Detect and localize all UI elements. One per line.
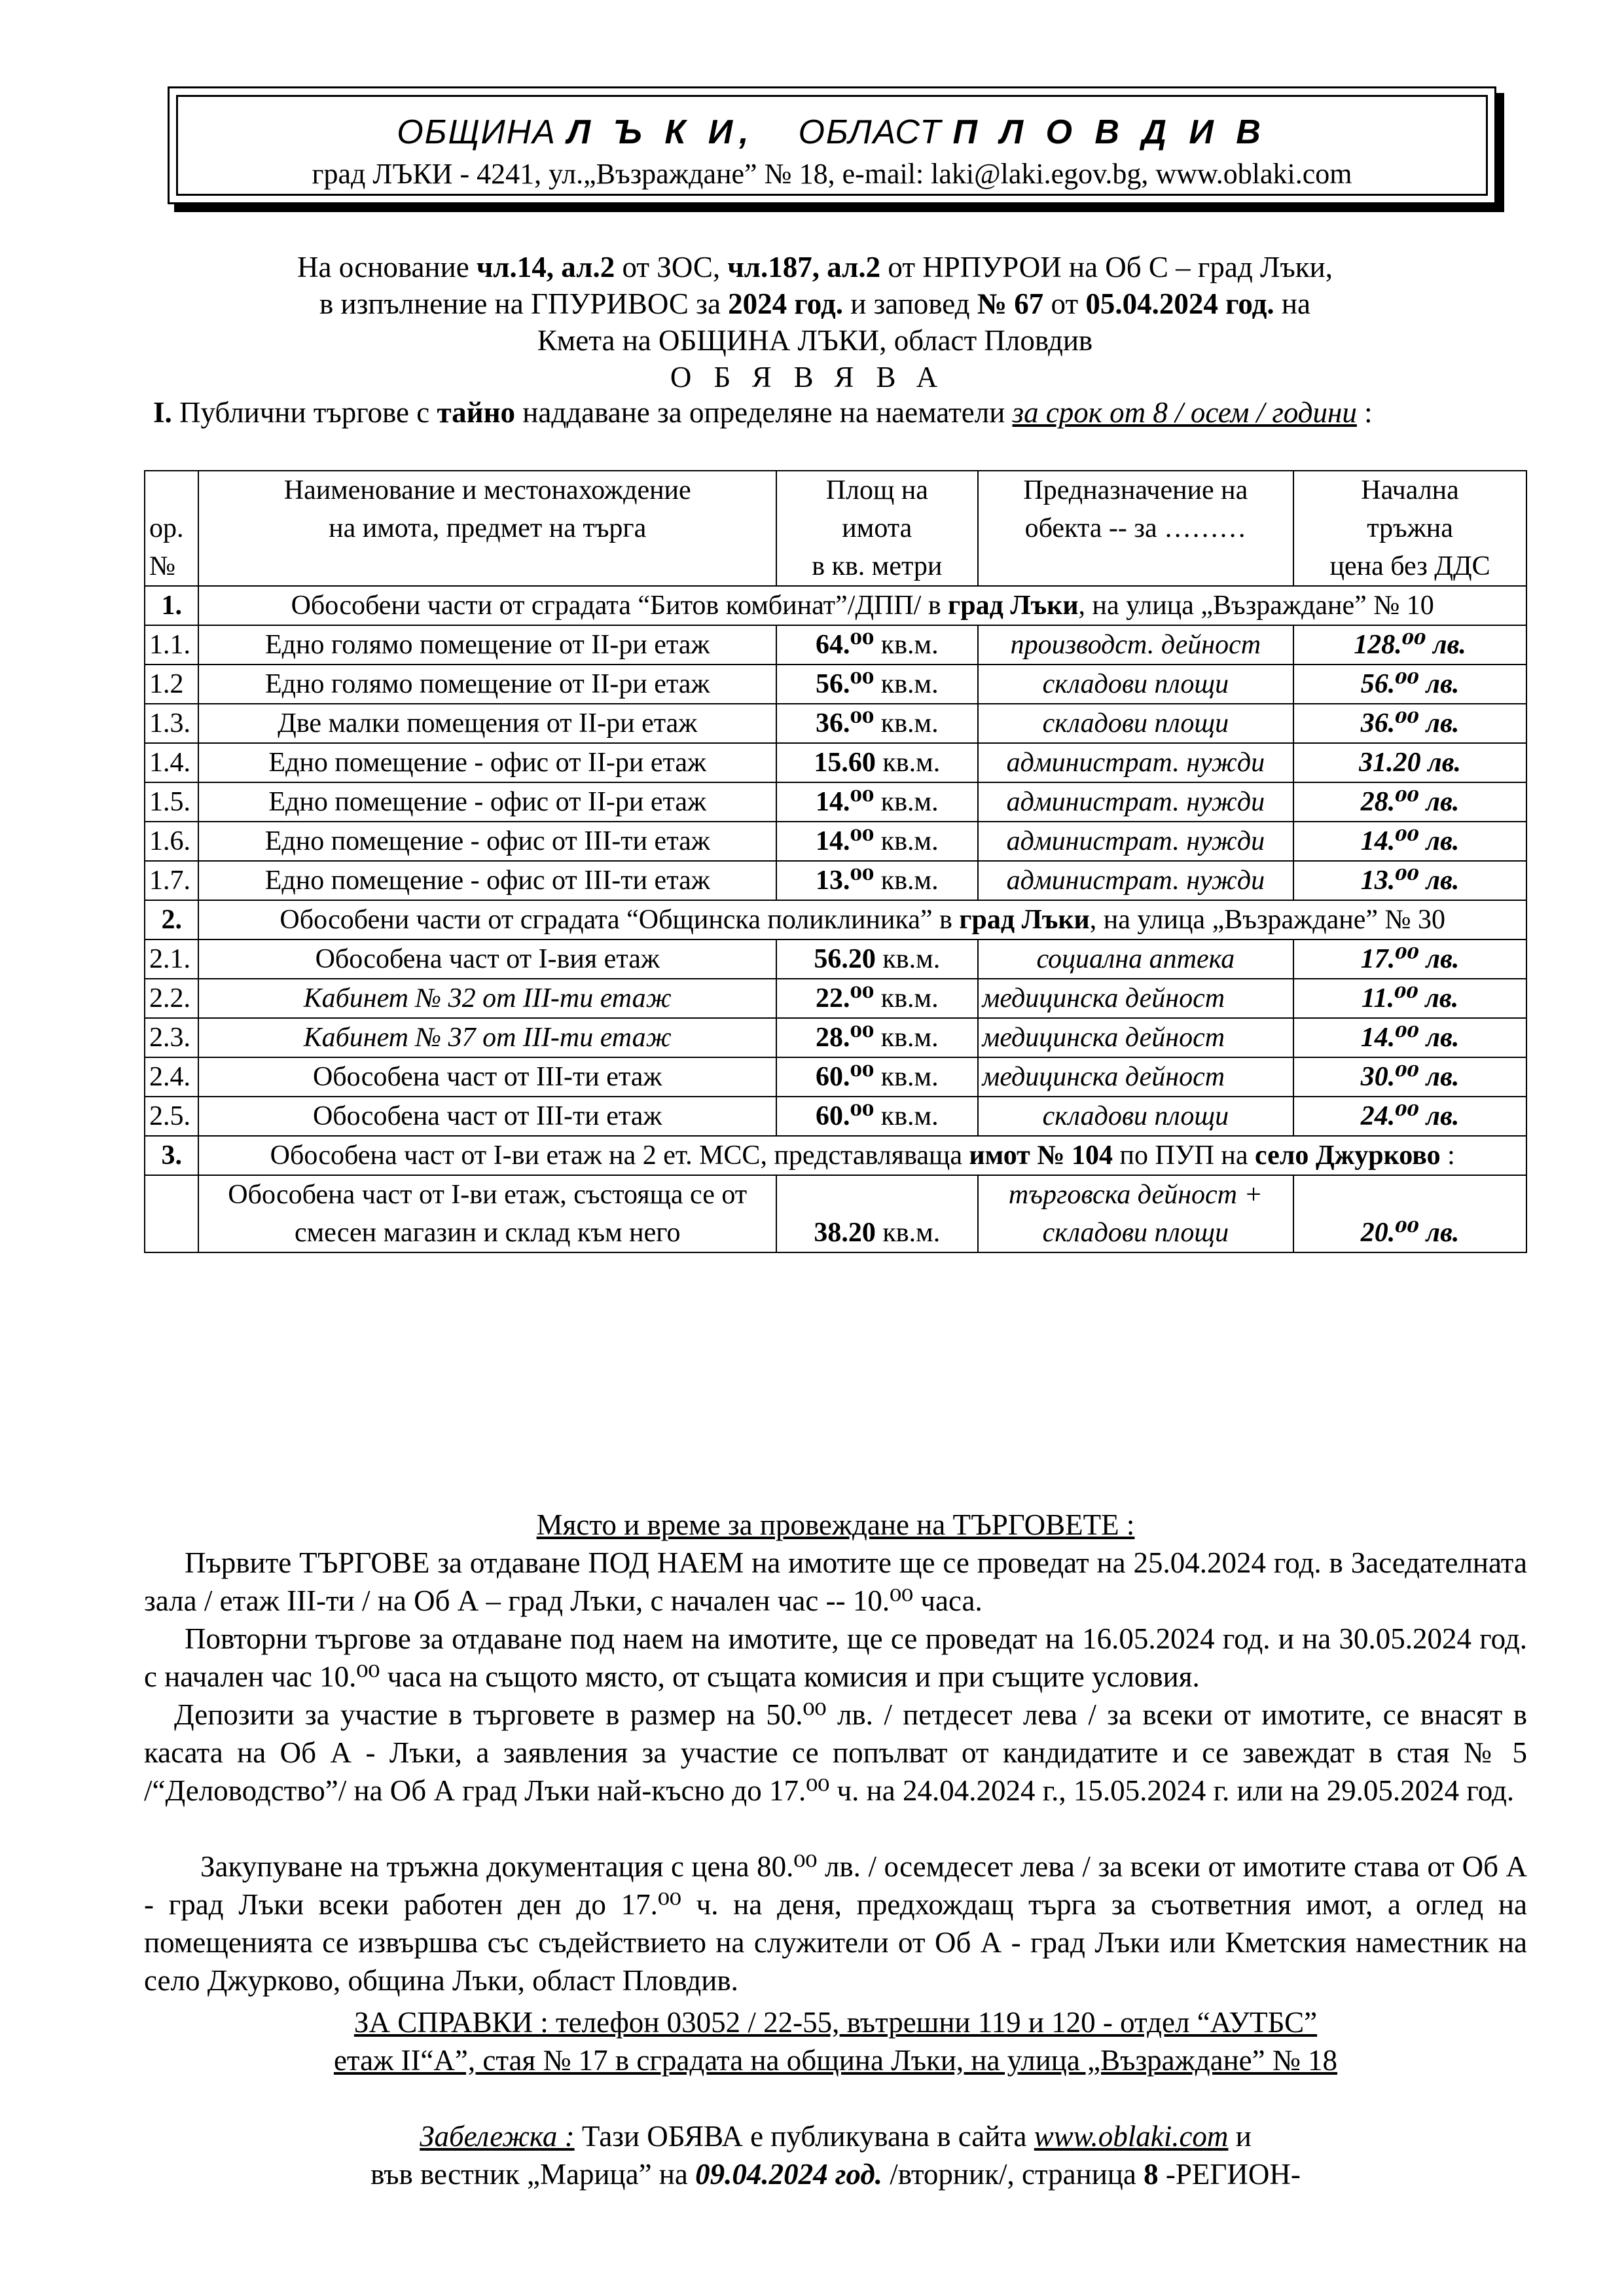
row-number: 2.5. (145, 1097, 198, 1136)
row-number: 1.7. (145, 861, 198, 900)
intro-fragment: от ЗОС, (615, 251, 728, 283)
row-name: Обособена част от III-ти етаж (198, 1057, 776, 1097)
row-number (145, 1175, 198, 1252)
header-box (168, 86, 1496, 204)
group-desc-bold: имот № 104 (969, 1140, 1113, 1171)
row-area-unit: кв.м. (880, 630, 939, 660)
header-shadow (1496, 93, 1504, 211)
row-area-value: 64.⁰⁰ (816, 630, 875, 660)
row-area-value: 28.⁰⁰ (816, 1023, 875, 1053)
group-number: 3. (145, 1136, 198, 1175)
table-row (145, 782, 1526, 822)
row-area-value: 60.⁰⁰ (816, 1101, 875, 1131)
intro-fragment: На основание (297, 251, 477, 283)
row-price: 28.⁰⁰ лв. (1293, 782, 1526, 822)
section-term: за срок от 8 / осем / години (1012, 396, 1357, 429)
row-area-value: 13.⁰⁰ (816, 866, 875, 896)
properties-table (144, 470, 1527, 1253)
row-use: медицинска дейност (978, 1018, 1294, 1057)
row-area (776, 1057, 978, 1097)
table-header-row (145, 471, 1526, 586)
row-use: производст. дейност (978, 625, 1294, 665)
row-area (776, 979, 978, 1018)
row-area-unit: кв.м. (880, 1023, 939, 1053)
row-area-unit: кв.м. (882, 1218, 941, 1248)
note-text-3: /вторник/, страница (890, 2158, 1136, 2191)
intro-fragment: 05.04.2024 год. (1085, 287, 1274, 320)
row-area-unit: кв.м. (880, 1062, 939, 1092)
row-area (776, 939, 978, 979)
group-desc-mid: по ПУП на (1113, 1140, 1255, 1171)
note-line-1 (144, 2117, 1527, 2155)
row-area (776, 782, 978, 822)
table-row (145, 625, 1526, 665)
town-name: Л Ъ К И, (567, 113, 755, 151)
row-use: складови площи (978, 665, 1294, 704)
row-price: 20.⁰⁰ лв. (1293, 1175, 1526, 1252)
website-link[interactable]: www.oblaki.com (1034, 2120, 1229, 2153)
row-number: 2.2. (145, 979, 198, 1018)
documentation-paragraph: Закупуване на тръжна документация с цена 80.⁰⁰ лв. / осемдесет лева / за всеки от имотите става от Об А - град Лъки всеки работен ден до 17.⁰⁰ ч. на деня, предхождащ търга за съответния имот, а оглед на помещенията се извършва със съдействието на служители от Об А - град Лъки или Кметския наместник на село Джурково, община Лъки, област Пловдив. (144, 1850, 1527, 1997)
note-and: и (1235, 2120, 1252, 2153)
row-area-unit: кв.м. (880, 866, 939, 896)
row-name: Обособена част от I-вия етаж (198, 939, 776, 979)
row-price: 13.⁰⁰ лв. (1293, 861, 1526, 900)
row-use: медицинска дейност (978, 979, 1294, 1018)
group-desc-post: , на улица „Възраждане” № 10 (1078, 591, 1434, 621)
row-price: 31.20 лв. (1293, 743, 1526, 782)
table-group-row (145, 586, 1526, 625)
row-price: 11.⁰⁰ лв. (1293, 979, 1526, 1018)
region-label: ОБЛАСТ (798, 113, 943, 151)
row-price: 128.⁰⁰ лв. (1293, 625, 1526, 665)
announce-heading: ОБЯВЯВА (670, 361, 960, 393)
group-desc-pre: Обособена част от I-ви етаж на 2 ет. МСС, представляваща (270, 1140, 969, 1171)
intro-fragment: на (1274, 287, 1310, 320)
row-area-unit: кв.м. (880, 826, 939, 856)
note-text-2: във вестник „Марица” на (370, 2158, 688, 2191)
row-name: Едно помещение - офис от II-ри етаж (198, 743, 776, 782)
table-row (145, 1018, 1526, 1057)
section-title (153, 394, 1373, 431)
group-desc-pre: Обособени части от сградата “Общинска поликлиника” в (280, 905, 960, 935)
row-name: Едно голямо помещение от II-ри етаж (198, 665, 776, 704)
row-price: 30.⁰⁰ лв. (1293, 1057, 1526, 1097)
group-desc-pre: Обособени части от сградата “Битов комбинат”/ДПП/ в (291, 591, 948, 621)
row-number: 2.4. (145, 1057, 198, 1097)
intro-fragment: чл.187, ал.2 (727, 251, 881, 283)
section-secret: тайно (437, 396, 515, 429)
group-desc-post: , на улица „Възраждане” № 30 (1089, 905, 1446, 935)
row-area-value: 15.60 (814, 748, 876, 778)
row-area (776, 665, 978, 704)
group-number: 2. (145, 900, 198, 939)
table-row (145, 1097, 1526, 1136)
row-area-value: 38.20 (814, 1218, 876, 1248)
intro-fragment: и заповед (842, 287, 977, 320)
row-area (776, 1175, 978, 1252)
first-auction-paragraph: Първите ТЪРГОВЕ за отдаване ПОД НАЕМ на имотите ще се проведат на 25.04.2024 год. в Заседателната зала / етаж III-ти / на Об А – град Лъки, с начален час -- 10.⁰⁰ часа. (144, 1546, 1527, 1617)
row-price: 14.⁰⁰ лв. (1293, 822, 1526, 861)
row-use: складови площи (978, 1097, 1294, 1136)
row-number: 1.2 (145, 665, 198, 704)
row-name: Кабинет № 32 от III-ти етаж (198, 979, 776, 1018)
row-area-value: 36.⁰⁰ (816, 708, 875, 738)
row-area (776, 861, 978, 900)
row-area-unit: кв.м. (880, 983, 939, 1013)
intro-fragment: в изпълнение на ГПУРИВОС за (319, 287, 729, 320)
header-area: Площ на имота в кв. метри (776, 471, 978, 586)
row-use: администрат. нужди (978, 743, 1294, 782)
intro-fragment: от НРПУРОИ на Об С – град Лъки, (880, 251, 1333, 283)
note-section: -РЕГИОН- (1165, 2158, 1301, 2191)
address-line: град ЛЪКИ - 4241, ул.„Възраждане” № 18, e-mail: laki@laki.egov.bg, www.oblaki.com (312, 158, 1352, 190)
row-area-unit: кв.м. (880, 787, 939, 817)
row-name: Едно помещение - офис от III-ти етаж (198, 861, 776, 900)
group-desc-bold: град Лъки (948, 591, 1079, 621)
contacts-line-2: етаж II“А”, стая № 17 в сградата на община Лъки, на улица „Възраждане” № 18 (333, 2044, 1338, 2077)
row-name: Обособена част от III-ти етаж (198, 1097, 776, 1136)
header-use: Предназначение на обекта -- за ……… (978, 471, 1294, 586)
municipality-title (178, 113, 1486, 152)
mayor-line: Кмета на ОБЩИНА ЛЪКИ, област Пловдив (537, 324, 1093, 357)
row-area (776, 625, 978, 665)
row-use: медицинска дейност (978, 1057, 1294, 1097)
row-area (776, 1018, 978, 1057)
table-group-row (145, 900, 1526, 939)
row-area-unit: кв.м. (880, 669, 939, 699)
group-description (198, 1136, 1526, 1175)
group-number: 1. (145, 586, 198, 625)
row-area-value: 56.20 (814, 944, 876, 974)
org-label: ОБЩИНА (397, 113, 556, 151)
table-row (145, 861, 1526, 900)
row-price: 36.⁰⁰ лв. (1293, 704, 1526, 743)
row-area-unit: кв.м. (880, 1101, 939, 1131)
row-number: 1.4. (145, 743, 198, 782)
intro-fragment: чл.14, ал.2 (476, 251, 615, 283)
contacts-block (144, 2003, 1527, 2079)
repeat-auction-paragraph: Повторни търгове за отдаване под наем на имотите, ще се проведат на 16.05.2024 год. и на 30.05.2024 год. с начален час 10.⁰⁰ часа на същото място, от същата комисия и при същите условия. (144, 1622, 1527, 1693)
row-number: 2.1. (145, 939, 198, 979)
header-no: ор. № (145, 471, 198, 586)
note-text-1: Тази ОБЯВА е публикувана в сайта (581, 2120, 1027, 2153)
group-description (198, 586, 1526, 625)
section-text-pre: Публични търгове с (171, 396, 437, 429)
table-row (145, 979, 1526, 1018)
row-price: 24.⁰⁰ лв. (1293, 1097, 1526, 1136)
row-use: складови площи (978, 704, 1294, 743)
table-row (145, 743, 1526, 782)
row-area (776, 1097, 978, 1136)
row-number: 1.3. (145, 704, 198, 743)
properties-table-body (145, 471, 1526, 1252)
row-number: 1.6. (145, 822, 198, 861)
group-desc-bold2: село Джурково (1255, 1140, 1441, 1171)
row-area-value: 14.⁰⁰ (816, 787, 875, 817)
table-row (145, 1175, 1526, 1252)
note-block (144, 2117, 1527, 2193)
row-name: Едно голямо помещение от II-ри етаж (198, 625, 776, 665)
row-area-unit: кв.м. (880, 708, 939, 738)
row-area-value: 14.⁰⁰ (816, 826, 875, 856)
row-area (776, 743, 978, 782)
group-desc-bold: град Лъки (959, 905, 1090, 935)
header-price: Начална тръжна цена без ДДС (1293, 471, 1526, 586)
row-area-unit: кв.м. (882, 944, 941, 974)
row-area (776, 822, 978, 861)
intro-block (144, 249, 1486, 395)
row-name: Едно помещение - офис от II-ри етаж (198, 782, 776, 822)
note-date: 09.04.2024 год. (695, 2158, 882, 2191)
row-number: 2.3. (145, 1018, 198, 1057)
table-row (145, 822, 1526, 861)
row-name: Едно помещение - офис от III-ти етаж (198, 822, 776, 861)
header-name: Наименование и местонахождение на имота, предмет на търга (198, 471, 776, 586)
table-row (145, 704, 1526, 743)
place-time-heading: Място и време за провеждане на ТЪРГОВЕТЕ : (536, 1508, 1135, 1541)
order-line (144, 285, 1486, 322)
row-use: администрат. нужди (978, 861, 1294, 900)
section-text-post: : (1356, 396, 1373, 429)
row-area-value: 56.⁰⁰ (816, 669, 875, 699)
row-price: 17.⁰⁰ лв. (1293, 939, 1526, 979)
section-number: I. (153, 396, 172, 429)
section-text-mid: наддаване за определяне на наематели (515, 396, 1013, 429)
row-price: 56.⁰⁰ лв. (1293, 665, 1526, 704)
deposit-paragraph: Депозити за участие в търговете в размер на 50.⁰⁰ лв. / петдесет лева / за всеки от имотите, се внасят в касата на Об А - Лъки, а заявления за участие се попълват от кандидатите и се завеждат в стая № 5 /“Деловодство”/ на Об А град Лъки най-късно до 17.⁰⁰ ч. на 24.04.2024 г., 15.05.2024 г. или на 29.05.2024 год. (144, 1698, 1527, 1807)
table-row (145, 939, 1526, 979)
intro-fragment: № 67 (977, 287, 1044, 320)
intro-fragment: от (1043, 287, 1086, 320)
row-use: администрат. нужди (978, 782, 1294, 822)
row-area (776, 704, 978, 743)
row-name: Две малки помещения от II-ри етаж (198, 704, 776, 743)
row-number: 1.5. (145, 782, 198, 822)
intro-fragment: 2024 год. (728, 287, 843, 320)
row-name: Обособена част от I-ви етаж, състояща се от смесен магазин и склад към него (198, 1175, 776, 1252)
note-line-2 (144, 2155, 1527, 2193)
row-use: администрат. нужди (978, 822, 1294, 861)
group-desc-post: : (1440, 1140, 1455, 1171)
table-row (145, 1057, 1526, 1097)
row-price: 14.⁰⁰ лв. (1293, 1018, 1526, 1057)
row-area-value: 22.⁰⁰ (816, 983, 875, 1013)
row-area-unit: кв.м. (882, 748, 941, 778)
row-use: търговска дейност + складови площи (978, 1175, 1294, 1252)
group-description (198, 900, 1526, 939)
region-name: П Л О В Д И В (952, 113, 1267, 151)
row-area-value: 60.⁰⁰ (816, 1062, 875, 1092)
note-page: 8 (1144, 2158, 1159, 2191)
header-inner (176, 95, 1488, 196)
row-name: Кабинет № 37 от III-ти етаж (198, 1018, 776, 1057)
header-shadow (174, 204, 1504, 212)
note-label: Забележка : (420, 2120, 575, 2153)
row-number: 1.1. (145, 625, 198, 665)
table-group-row (145, 1136, 1526, 1175)
table-row (145, 665, 1526, 704)
legal-basis-line (144, 249, 1486, 285)
contacts-line-1: ЗА СПРАВКИ : телефон 03052 / 22-55, вътрешни 119 и 120 - отдел “АУТБС” (353, 2006, 1318, 2039)
row-use: социална аптека (978, 939, 1294, 979)
